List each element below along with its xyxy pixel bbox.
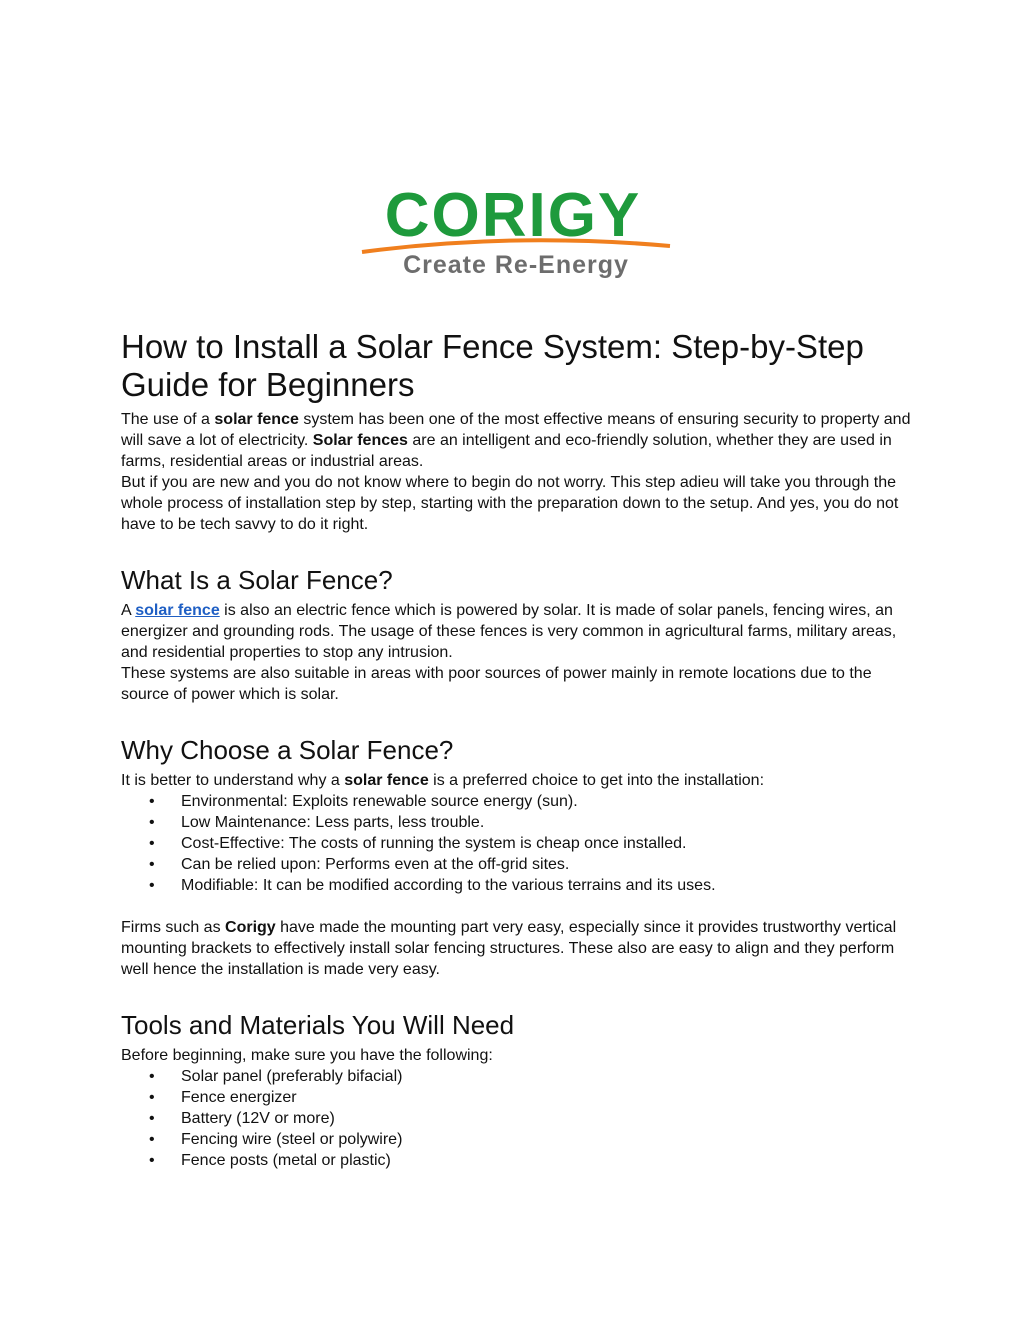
heading-why-choose: Why Choose a Solar Fence? — [121, 735, 454, 765]
bold-term: solar fence — [344, 772, 429, 789]
list-item: • Fence posts (metal or plastic) — [121, 1150, 911, 1171]
tools-lead: Before beginning, make sure you have the following: — [121, 1047, 493, 1064]
what-paragraph-2: These systems are also suitable in areas with poor sources of power mainly in remote locations due to the source of power which is solar. — [121, 665, 872, 703]
tools-list — [121, 1066, 911, 1171]
list-item: • Low Maintenance: Less parts, less trouble. — [121, 812, 911, 833]
why-list — [121, 791, 911, 896]
text-run: is also an electric fence which is powered by solar. It is made of solar panels, fencing wires, an energizer and grounding rods. The usage of these fences is very common in agricultural farms, military areas, and residential properties to stop any intrusion. — [121, 602, 897, 661]
solar-fence-link[interactable]: solar fence — [135, 602, 220, 619]
logo-tagline: Create Re-Energy — [403, 251, 629, 279]
list-item: • Fence energizer — [121, 1087, 911, 1108]
logo-wordmark: CORIGY — [384, 181, 642, 250]
what-paragraph-1 — [121, 600, 911, 663]
bold-term: Corigy — [225, 919, 276, 936]
text-run: have made the mounting part very easy, especially since it provides trustworthy vertical mounting brackets to effectively install solar fencing structures. These also are easy to align and they perform well hence the installation is made very easy. — [121, 919, 897, 978]
firms-paragraph — [121, 917, 911, 980]
list-item: • Solar panel (preferably bifacial) — [121, 1066, 911, 1087]
list-item: • Environmental: Exploits renewable source energy (sun). — [121, 791, 911, 812]
page-title: How to Install a Solar Fence System: Step-by-Step Guide for Beginners — [121, 328, 864, 403]
text-run: It is better to understand why a — [121, 772, 345, 789]
text-run: are an intelligent and eco-friendly solution, whether they are used in farms, residential areas or industrial areas. — [121, 432, 892, 470]
text-run: The use of a — [121, 411, 215, 428]
intro-paragraph-1 — [121, 409, 911, 472]
text-run: A — [121, 602, 136, 619]
list-item: • Battery (12V or more) — [121, 1108, 911, 1129]
list-item: • Cost-Effective: The costs of running the system is cheap once installed. — [121, 833, 911, 854]
list-item: • Modifiable: It can be modified according to the various terrains and its uses. — [121, 875, 911, 896]
intro-paragraph-2: But if you are new and you do not know where to begin do not worry. This step adieu will take you through the whole process of installation step by step, starting with the preparation down to the setup. And yes, you do not have to be tech savvy to do it right. — [121, 474, 899, 533]
article — [121, 328, 911, 1171]
text-run: Firms such as — [121, 919, 226, 936]
heading-tools: Tools and Materials You Will Need — [121, 1010, 515, 1040]
corigy-logo — [352, 180, 674, 280]
text-run: system has been one of the most effective means of ensuring security to property and will save a lot of electricity. — [121, 411, 911, 449]
corigy-logo-graphic — [352, 180, 674, 280]
list-item: • Can be relied upon: Performs even at the off-grid sites. — [121, 854, 911, 875]
list-item: • Fencing wire (steel or polywire) — [121, 1129, 911, 1150]
why-lead — [121, 770, 911, 791]
text-run: is a preferred choice to get into the installation: — [428, 772, 765, 789]
heading-what-is: What Is a Solar Fence? — [121, 565, 393, 595]
bold-term: solar fence — [214, 411, 299, 428]
bold-term: Solar fences — [312, 432, 408, 449]
